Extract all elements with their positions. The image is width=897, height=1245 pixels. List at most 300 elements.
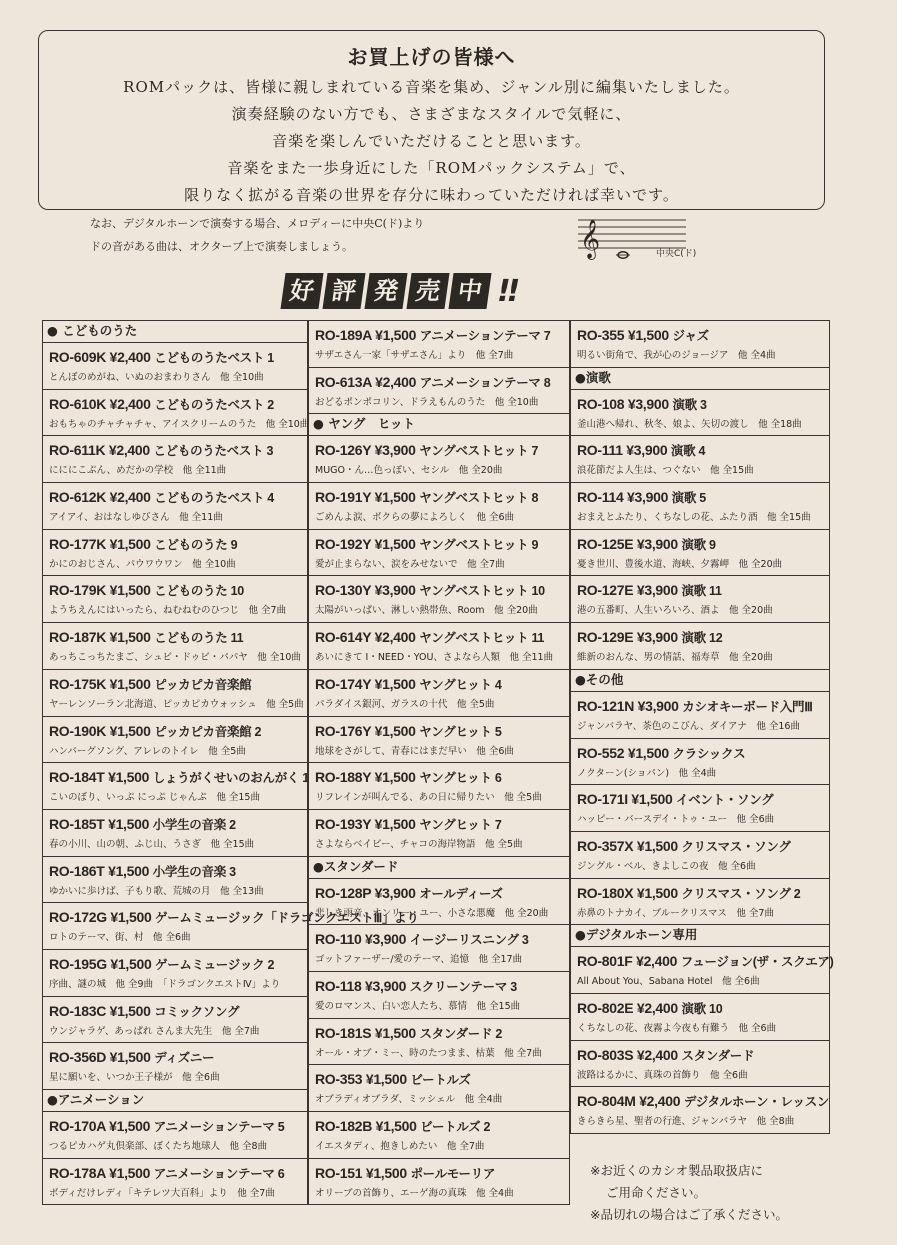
item-title: ヤングベストヒット 7 xyxy=(419,444,539,459)
intro-line: ROMパックは、皆様に親しまれている音楽を集め、ジャンル別に編集いたしました。 xyxy=(123,78,740,96)
catalog-item xyxy=(571,435,829,482)
item-songs: おまえとふたり、くちなしの花、ふたり酒 他 全15曲 xyxy=(577,512,811,524)
item-code: RO-180X xyxy=(577,884,634,901)
item-header xyxy=(49,395,303,413)
item-code: RO-177K xyxy=(49,535,107,552)
item-title: ビートルズ xyxy=(410,1073,471,1088)
item-code: RO-190K xyxy=(49,722,107,739)
item-code: RO-609K xyxy=(49,349,107,365)
item-title: 演歌 3 xyxy=(672,397,707,412)
item-price: ¥2,400 xyxy=(636,999,678,1016)
item-header xyxy=(315,722,565,740)
item-price: ¥1,500 xyxy=(374,675,416,692)
catalog-item xyxy=(571,946,834,993)
item-header xyxy=(315,815,565,833)
catalog-item xyxy=(309,367,569,414)
section-heading: ● ヤング ヒット xyxy=(309,413,569,435)
item-code: RO-356D xyxy=(49,1049,107,1066)
item-header xyxy=(577,441,825,459)
item-header xyxy=(49,581,303,599)
item-code: RO-188Y xyxy=(315,769,372,786)
item-price: ¥1,500 xyxy=(108,769,150,786)
item-title: ヤングヒット 6 xyxy=(419,771,502,786)
catalog-item xyxy=(571,482,829,529)
item-price: ¥2,400 xyxy=(636,1046,678,1063)
item-price: ¥1,500 xyxy=(374,535,416,552)
item-code: RO-185T xyxy=(49,815,105,832)
item-songs: オリーブの首飾り、エーゲ海の真珠 他 全4曲 xyxy=(315,1187,514,1199)
item-title: 演歌 11 xyxy=(681,584,722,599)
catalog-item xyxy=(43,809,307,856)
catalog-item xyxy=(571,1086,829,1133)
banner-char: 中 xyxy=(448,273,491,309)
item-code: RO-130Y xyxy=(315,582,372,599)
item-songs: くちなしの花、夜霧よ今夜も有難う 他 全6曲 xyxy=(577,1022,777,1034)
item-price: ¥3,900 xyxy=(636,629,678,646)
item-title: こどものうたベスト 3 xyxy=(153,444,274,459)
item-title: 演歌 5 xyxy=(671,491,706,506)
item-price: ¥3,900 xyxy=(374,582,416,599)
now-on-sale-banner xyxy=(283,270,516,312)
item-price: ¥1,500 xyxy=(374,722,416,739)
footer-line: ご用命ください。 xyxy=(606,1185,707,1200)
item-price: ¥1,500 xyxy=(109,1164,151,1181)
item-code: RO-126Y xyxy=(315,442,372,459)
item-title: 小学生の音楽 2 xyxy=(152,817,236,832)
item-price: ¥1,500 xyxy=(109,1118,151,1134)
item-price: ¥3,900 xyxy=(374,884,416,901)
intro-line: 限りなく拡がる音楽の世界を存分に味わっていただければ幸いです。 xyxy=(184,186,679,204)
section-heading: ●アニメーション xyxy=(43,1089,307,1111)
item-code: RO-801F xyxy=(577,953,633,970)
item-title: ヤングヒット 7 xyxy=(419,817,502,832)
catalog-item xyxy=(309,669,569,716)
item-header xyxy=(49,675,303,693)
catalog-column-3 xyxy=(570,320,834,1134)
item-title: スクリーンテーマ 3 xyxy=(409,979,517,994)
item-songs: 明るい街角で、我が心のジョージア 他 全4曲 xyxy=(577,350,776,361)
item-songs: 維新のおんな、男の情話、福寿草 他 全20曲 xyxy=(577,652,773,664)
item-header xyxy=(49,441,303,459)
item-title: スタンダード xyxy=(681,1048,755,1063)
catalog-item xyxy=(309,878,569,925)
item-title: 演歌 9 xyxy=(681,537,716,552)
item-title: しょうがくせいのおんがく 1 xyxy=(152,771,309,786)
item-header xyxy=(315,441,565,459)
item-songs: アイアイ、おはなしゆびさん 他 全11曲 xyxy=(49,512,223,524)
item-code: RO-125E xyxy=(577,535,634,552)
catalog-item xyxy=(571,622,829,669)
item-price: ¥1,500 xyxy=(109,722,151,739)
item-songs: 地球をさがして、青春にはまだ早い 他 全6曲 xyxy=(315,745,514,757)
catalog-item xyxy=(43,575,307,622)
item-code: RO-804M xyxy=(577,1093,636,1110)
item-songs: つるピカハゲ丸倶楽部、ぼくたち地球人 他 全8曲 xyxy=(49,1141,268,1152)
item-songs: 愛が止まらない、涙をみせないで 他 全7曲 xyxy=(315,558,505,570)
item-songs: かにのおじさん、パウワウワン 他 全10曲 xyxy=(49,558,236,570)
item-price: ¥2,400 xyxy=(109,349,151,365)
item-title: フュージョン(ザ・スクエア) xyxy=(680,955,834,970)
item-songs: ヤーレンソーラン北海道、ピッカピカウォッシュ 他 全5曲 xyxy=(49,698,304,710)
catalog-item xyxy=(43,856,307,903)
item-header xyxy=(577,581,825,599)
item-code: RO-170A xyxy=(49,1118,106,1134)
item-songs: あいにきて I・NEED・YOU、さよなら人類 他 全11曲 xyxy=(315,652,554,664)
item-price: ¥3,900 xyxy=(365,977,407,994)
item-price: ¥2,400 xyxy=(639,1093,681,1110)
item-header xyxy=(49,535,303,553)
item-code: RO-114 xyxy=(577,489,624,506)
catalog-item xyxy=(571,784,829,831)
section-heading: ●スタンダード xyxy=(309,856,569,878)
item-code: RO-611K xyxy=(49,442,106,459)
item-code: RO-189A xyxy=(315,327,372,343)
item-code: RO-613A xyxy=(315,373,372,390)
item-price: ¥1,500 xyxy=(374,1024,416,1041)
item-price: ¥1,500 xyxy=(636,884,678,901)
catalog-item xyxy=(309,1018,569,1065)
item-code: RO-353 xyxy=(315,1071,363,1088)
item-title: ヤングベストヒット 8 xyxy=(419,491,539,506)
item-title: こどものうたベスト 1 xyxy=(154,351,274,365)
item-title: クリスマス・ソング 2 xyxy=(681,886,801,901)
item-songs: きらきら星、聖者の行進、ジャンバラヤ 他 全8曲 xyxy=(577,1116,795,1128)
catalog-item xyxy=(309,1158,569,1205)
item-price: ¥3,900 xyxy=(627,395,669,412)
catalog-item xyxy=(309,971,569,1018)
item-title: ピッカピカ音楽館 xyxy=(154,677,252,692)
section-heading: ●演歌 xyxy=(571,367,829,389)
item-price: ¥1,500 xyxy=(109,675,151,692)
item-code: RO-127E xyxy=(577,582,634,599)
item-title: アニメーションテーマ 6 xyxy=(153,1166,285,1181)
item-code: RO-355 xyxy=(577,327,625,343)
item-code: RO-803S xyxy=(577,1046,634,1063)
item-header xyxy=(315,373,565,391)
item-title: ヤングベストヒット 10 xyxy=(419,584,545,599)
item-header xyxy=(49,1048,303,1066)
item-price: ¥1,500 xyxy=(375,327,417,343)
item-songs: 序曲、謎の城 他 全9曲 「ドラゴンクエストⅣ」より xyxy=(49,978,281,990)
item-songs: 憂き世川、豊後水道、海峡、夕霧岬 他 全20曲 xyxy=(577,558,783,570)
item-code: RO-110 xyxy=(315,931,362,948)
catalog-item xyxy=(309,716,569,763)
item-title: ヤングヒット 4 xyxy=(419,677,502,692)
item-title: ジャズ xyxy=(672,329,709,343)
catalog-item xyxy=(43,949,307,996)
item-code: RO-151 xyxy=(315,1164,363,1181)
item-title: こどものうたベスト 2 xyxy=(154,397,274,412)
catalog-item xyxy=(571,575,829,622)
item-songs: あっちこっちたまご、シュビ・ドゥビ・パパヤ 他 全10曲 xyxy=(49,652,301,664)
item-songs: ボディだけレディ「キテレツ大百科」より 他 全7曲 xyxy=(49,1187,275,1199)
item-code: RO-121N xyxy=(577,697,635,714)
item-header xyxy=(577,1092,830,1110)
item-title: こどものうた 11 xyxy=(154,631,244,646)
item-header xyxy=(49,628,303,646)
item-title: 小学生の音楽 3 xyxy=(152,864,236,879)
catalog-item xyxy=(571,878,829,925)
item-songs: ハンバーグソング、アレレのトイレ 他 全5曲 xyxy=(49,745,246,757)
catalog-item xyxy=(309,924,569,971)
item-header xyxy=(577,999,825,1017)
catalog-item xyxy=(571,529,829,576)
catalog-item xyxy=(43,716,307,763)
staff-caption: 中央C(ド) xyxy=(656,249,697,259)
item-title: アニメーションテーマ 8 xyxy=(419,375,551,390)
item-header xyxy=(49,722,303,740)
item-header xyxy=(315,1164,565,1182)
item-title: コミックソング xyxy=(154,1004,240,1019)
item-header xyxy=(577,1046,825,1064)
catalog-item xyxy=(309,622,569,669)
catalog-item xyxy=(571,320,829,367)
item-songs: おもちゃのチャチャチャ、アイスクリームのうた 他 全10曲 xyxy=(49,418,310,430)
item-code: RO-174Y xyxy=(315,675,372,692)
item-title: ヤングベストヒット 11 xyxy=(419,631,545,646)
item-songs: ジングル・ベル、きよしこの夜 他 全6曲 xyxy=(577,860,756,872)
item-title: 演歌 10 xyxy=(681,1001,723,1016)
item-header xyxy=(49,815,303,833)
item-code: RO-171I xyxy=(577,791,628,808)
item-code: RO-172G xyxy=(49,909,107,926)
item-price: ¥1,500 xyxy=(110,955,152,972)
catalog-item xyxy=(43,435,307,482)
item-songs: 釜山港へ帰れ、秋冬、娘よ、矢切の渡し 他 全18曲 xyxy=(577,418,802,430)
item-songs: サザエさん一家「サザエさん」より 他 全7曲 xyxy=(315,350,514,361)
item-songs: 太陽がいっぱい、淋しい熱帯魚、Room 他 全20曲 xyxy=(315,605,538,617)
item-code: RO-357X xyxy=(577,837,634,854)
catalog-item xyxy=(309,435,569,482)
banner-char: 売 xyxy=(406,273,449,309)
item-title: ビートルズ 2 xyxy=(420,1120,491,1134)
item-code: RO-186T xyxy=(49,862,105,879)
item-title: オールディーズ xyxy=(419,886,503,901)
item-code: RO-175K xyxy=(49,675,107,692)
item-header xyxy=(577,790,825,808)
item-price: ¥2,400 xyxy=(108,442,150,459)
item-title: クリスマス・ソング xyxy=(681,839,791,854)
item-price: ¥1,500 xyxy=(374,489,416,506)
catalog-column-2 xyxy=(308,320,570,1205)
item-header xyxy=(49,1117,303,1135)
item-price: ¥1,500 xyxy=(109,629,151,646)
item-code: RO-182B xyxy=(315,1118,373,1134)
item-code: RO-129E xyxy=(577,629,634,646)
catalog-item xyxy=(571,1040,829,1087)
item-songs: All About You、Sabana Hotel 他 全6曲 xyxy=(577,976,760,988)
item-header xyxy=(49,1164,303,1182)
item-songs: ハッピー・バースデイ・トゥ・ユー 他 全6曲 xyxy=(577,814,775,826)
item-price: ¥1,500 xyxy=(627,744,669,761)
intro-title: お買上げの皆様へ xyxy=(347,45,516,69)
item-header xyxy=(49,955,303,973)
banner-char: 評 xyxy=(322,273,365,309)
item-header xyxy=(577,395,825,413)
catalog-item xyxy=(43,529,307,576)
catalog-item xyxy=(571,691,829,738)
catalog-item xyxy=(43,996,307,1043)
catalog-item xyxy=(309,575,569,622)
catalog-item xyxy=(43,622,307,669)
catalog-item xyxy=(309,1064,569,1111)
item-title: こどものうたベスト 4 xyxy=(154,491,274,506)
item-header xyxy=(315,1070,565,1088)
catalog-item xyxy=(43,482,307,529)
item-header xyxy=(49,768,309,786)
item-code: RO-614Y xyxy=(315,629,372,646)
item-code: RO-183C xyxy=(49,1002,107,1019)
item-price: ¥1,500 xyxy=(110,909,152,926)
item-songs: ごめんよ涙、ボクらの夢によろしく 他 全6曲 xyxy=(315,512,515,524)
item-title: ヤングヒット 5 xyxy=(419,724,502,739)
item-code: RO-187K xyxy=(49,629,107,646)
item-code: RO-128P xyxy=(315,884,372,901)
item-header xyxy=(49,488,303,506)
item-header xyxy=(577,326,825,344)
item-title: 演歌 4 xyxy=(670,444,706,459)
item-header xyxy=(49,348,303,366)
item-header xyxy=(315,628,565,646)
item-songs: とんぼのめがね、いぬのおまわりさん 他 全10曲 xyxy=(49,372,264,383)
catalog-item xyxy=(43,669,307,716)
item-title: ポールモーリア xyxy=(410,1166,496,1181)
catalog-item xyxy=(309,482,569,529)
catalog-item xyxy=(571,993,829,1040)
item-songs: こいのぼり、いっぷ にっぷ じゃんぷ 他 全15曲 xyxy=(49,792,260,804)
octave-note xyxy=(90,212,424,258)
item-title: ディズニー xyxy=(154,1051,215,1066)
item-price: ¥2,400 xyxy=(636,953,678,970)
item-code: RO-181S xyxy=(315,1024,372,1041)
item-header xyxy=(577,488,825,506)
intro-line: 音楽をまた一歩身近にした「ROMパックシステム」で、 xyxy=(227,159,636,177)
item-price: ¥1,500 xyxy=(365,1071,407,1088)
item-title: イージーリスニング 3 xyxy=(409,933,529,948)
item-songs: おどるポンポコリン、ドラえもんのうた 他 全10曲 xyxy=(315,396,539,408)
note-line: ドの音がある曲は、オクターブ上で演奏しましょう。 xyxy=(90,240,354,253)
item-title: アニメーションテーマ 5 xyxy=(153,1120,285,1134)
note-line: なお、デジタルホーンで演奏する場合、メロディーに中央C(ド)より xyxy=(90,217,425,230)
item-title: カシオキーボード入門Ⅲ xyxy=(682,699,813,714)
item-header xyxy=(577,744,825,762)
item-songs: オブラディオブラダ、ミッシェル 他 全4曲 xyxy=(315,1094,503,1106)
item-header xyxy=(315,884,565,902)
item-code: RO-176Y xyxy=(315,722,372,739)
item-songs: 赤鼻のトナカイ、ブルークリスマス 他 全7曲 xyxy=(577,907,774,919)
catalog-item xyxy=(43,389,310,436)
item-songs: イエスタディ、抱きしめたい 他 全7曲 xyxy=(315,1141,485,1152)
item-code: RO-612K xyxy=(49,489,107,506)
item-code: RO-610K xyxy=(49,395,107,412)
item-header xyxy=(577,837,825,855)
item-header xyxy=(315,768,565,786)
svg-text:𝄞: 𝄞 xyxy=(580,219,601,259)
item-header xyxy=(577,952,834,970)
item-songs: ゆかいに歩けば、子もり歌、荒城の月 他 全13曲 xyxy=(49,885,264,897)
item-songs: 星に願いを、いつか王子様が 他 全6曲 xyxy=(49,1072,220,1084)
item-title: ゲームミュージック「ドラゴンクエストⅢ」より xyxy=(155,911,419,926)
item-songs: ウンジャラゲ、あっぱれ さんま大先生 他 全7曲 xyxy=(49,1025,260,1037)
item-title: 演歌 12 xyxy=(681,631,723,646)
catalog-item xyxy=(43,1158,307,1205)
item-price: ¥1,500 xyxy=(636,837,678,854)
item-title: デジタルホーン・レッスン xyxy=(683,1095,830,1110)
item-header xyxy=(315,581,565,599)
item-title: ゲームミュージック 2 xyxy=(155,957,275,972)
item-code: RO-111 xyxy=(577,442,623,459)
item-header xyxy=(315,1117,565,1135)
section-heading: ●デジタルホーン専用 xyxy=(571,924,829,946)
item-code: RO-192Y xyxy=(315,535,372,552)
item-code: RO-108 xyxy=(577,395,625,412)
item-songs: 春の小川、山の朝、ふじ山、うさぎ 他 全15曲 xyxy=(49,838,255,850)
item-header xyxy=(315,675,565,693)
item-songs: ゴットファーザー/愛のテーマ、追憶 他 全17曲 xyxy=(315,954,523,966)
item-code: RO-552 xyxy=(577,744,625,761)
intro-box xyxy=(38,30,825,210)
item-price: ¥1,500 xyxy=(375,1118,417,1134)
intro-line: 演奏経験のない方でも、さまざまなスタイルで気軽に、 xyxy=(231,105,632,123)
item-code: RO-195G xyxy=(49,955,107,972)
item-price: ¥1,500 xyxy=(627,327,669,343)
item-title: クラシックス xyxy=(672,746,746,761)
item-header xyxy=(315,326,565,344)
item-price: ¥2,400 xyxy=(109,395,151,412)
catalog-item xyxy=(43,342,307,389)
item-price: ¥1,500 xyxy=(109,582,151,599)
item-title: こどものうた 9 xyxy=(154,537,238,552)
item-price: ¥1,500 xyxy=(109,535,151,552)
item-price: ¥3,900 xyxy=(636,535,678,552)
item-title: ピッカピカ音楽館 2 xyxy=(154,724,262,739)
item-header xyxy=(315,977,565,995)
catalog-item xyxy=(309,320,569,367)
item-header xyxy=(577,628,825,646)
footer-line: ※お近くのカシオ製品取扱店に xyxy=(590,1163,763,1178)
catalog-item xyxy=(309,809,569,856)
item-songs: ようちえんにはいったら、ねむねむのひつじ 他 全7曲 xyxy=(49,605,287,617)
item-songs: リフレインが叫んでる、あの日に帰りたい 他 全5曲 xyxy=(315,792,542,804)
item-price: ¥1,500 xyxy=(631,791,673,808)
item-price: ¥2,400 xyxy=(109,489,151,506)
item-price: ¥3,900 xyxy=(627,489,669,506)
footer-note xyxy=(590,1160,788,1226)
item-songs: パラダイス銀河、ガラスの十代 他 全5曲 xyxy=(315,698,495,710)
item-code: RO-178A xyxy=(49,1164,106,1181)
item-code: RO-802E xyxy=(577,999,634,1016)
catalog-item xyxy=(43,1042,307,1089)
item-price: ¥3,900 xyxy=(365,931,407,948)
banner-char: 好 xyxy=(280,273,323,309)
item-songs: オール・オブ・ミー、時のたつまま、枯葉 他 全7曲 xyxy=(315,1047,542,1059)
item-songs: 浪花節だよ人生は、つぐない 他 全15曲 xyxy=(577,465,754,477)
item-code: RO-193Y xyxy=(315,815,372,832)
catalog-item xyxy=(571,389,829,436)
catalog-item xyxy=(309,529,569,576)
item-title: ヤングベストヒット 9 xyxy=(419,537,539,552)
catalog-item xyxy=(571,831,829,878)
item-price: ¥1,500 xyxy=(374,815,416,832)
catalog-item xyxy=(309,1111,569,1158)
item-price: ¥1,500 xyxy=(108,815,150,832)
item-code: RO-191Y xyxy=(315,489,372,506)
item-price: ¥1,500 xyxy=(109,1049,151,1066)
item-title: こどものうた 10 xyxy=(154,584,244,599)
banner-char: 発 xyxy=(364,273,407,309)
item-price: ¥1,500 xyxy=(108,862,150,879)
item-songs: 港の五番町、人生いろいろ、酒よ 他 全20曲 xyxy=(577,605,773,617)
